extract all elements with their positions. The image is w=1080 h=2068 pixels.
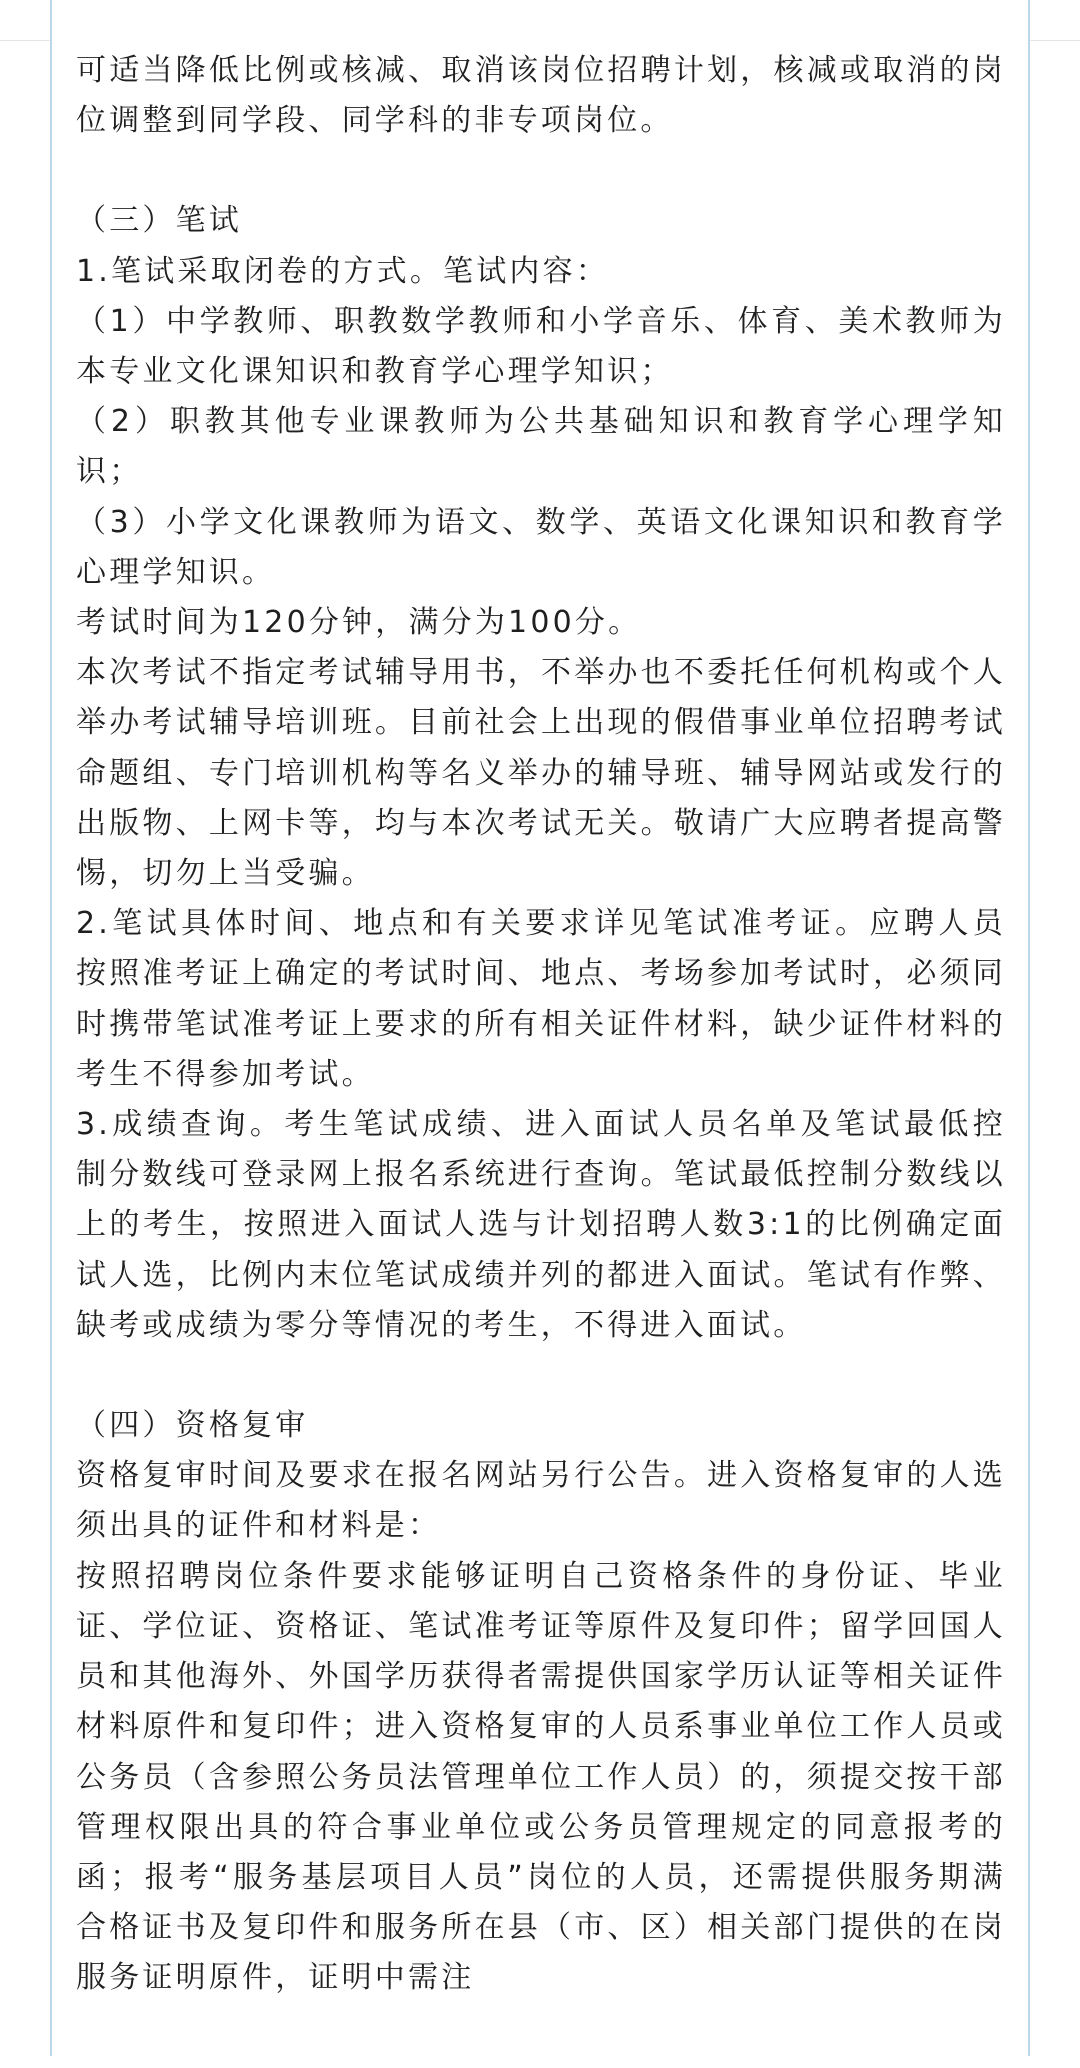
paragraph-gap [76,146,1006,196]
section4-heading: （四）资格复审 [76,1408,309,1444]
exam-time-location-paragraph: 2.笔试具体时间、地点和有关要求详见笔试准考证。应聘人员按照准考证上确定的考试时间、地点、考场参加考试时，必须同时携带笔试准考证上要求的所有相关证件材料，缺少证件材料的考生不得参加考试。 [76,906,1006,1092]
section2-tail-paragraph: 可适当降低比例或核减、取消该岗位招聘计划，核减或取消的岗位调整到同学段、同学科的非专项岗位。 [76,53,1006,139]
score-query-paragraph: 3.成绩查询。考生笔试成绩、进入面试人员名单及笔试最低控制分数线可登录网上报名系统进行查询。笔试最低控制分数线以上的考生，按照进入面试人选与计划招聘人数3:1的比例确定面试人选，比例内末位笔试成绩并列的都进入面试。笔试有作弊、缺考或成绩为零分等情况的考生，不得进入面试。 [76,1107,1006,1343]
qualification-review-intro: 资格复审时间及要求在报名网站另行公告。进入资格复审的人选须出具的证件和材料是： [76,1458,1006,1544]
section3-heading: （三）笔试 [76,203,242,239]
exam-content-item-2: （2）职教其他专业课教师为公共基础知识和教育学心理学知识； [76,404,1006,490]
paragraph-gap [76,1351,1006,1401]
exam-warning-paragraph: 本次考试不指定考试辅导用书，不举办也不委托任何机构或个人举办考试辅导培训班。目前社会上出现的假借事业单位招聘考试命题组、专门培训机构等名义举办的辅导班、辅导网站或发行的出版物、上网卡等，均与本次考试无关。敬请广大应聘者提高警惕，切勿上当受骗。 [76,655,1006,892]
article-content [76,46,1006,2004]
exam-content-item-3: （3）小学文化课教师为语文、数学、英语文化课知识和教育学心理学知识。 [76,504,1006,590]
exam-content-item-1: （1）中学教师、职教数学教师和小学音乐、体育、美术教师为本专业文化课知识和教育学心理学知识； [76,303,1006,390]
bottom-edge [0,2056,1080,2068]
exam-format-paragraph: 1.笔试采取闭卷的方式。笔试内容： [76,253,610,289]
article-container [50,0,1030,2068]
qualification-review-body: 按照招聘岗位条件要求能够证明自己资格条件的身份证、毕业证、学位证、资格证、笔试准考证等原件及复印件；留学回国人员和其他海外、外国学历获得者需提供国家学历认证等相关证件材料原件和复印件；进入资格复审的人员系事业单位工作人员或公务员（含参照公务员法管理单位工作人员）的，须提交按干部管理权限出具的符合事业单位或公务员管理规定的同意报考的函；报考“服务基层项目人员”岗位的人员，还需提供服务期满合格证书及复印件和服务所在县（市、区）相关部门提供的在岗服务证明原件，证明中需注 [76,1558,1006,1996]
exam-duration-paragraph: 考试时间为120分钟，满分为100分。 [76,605,642,641]
